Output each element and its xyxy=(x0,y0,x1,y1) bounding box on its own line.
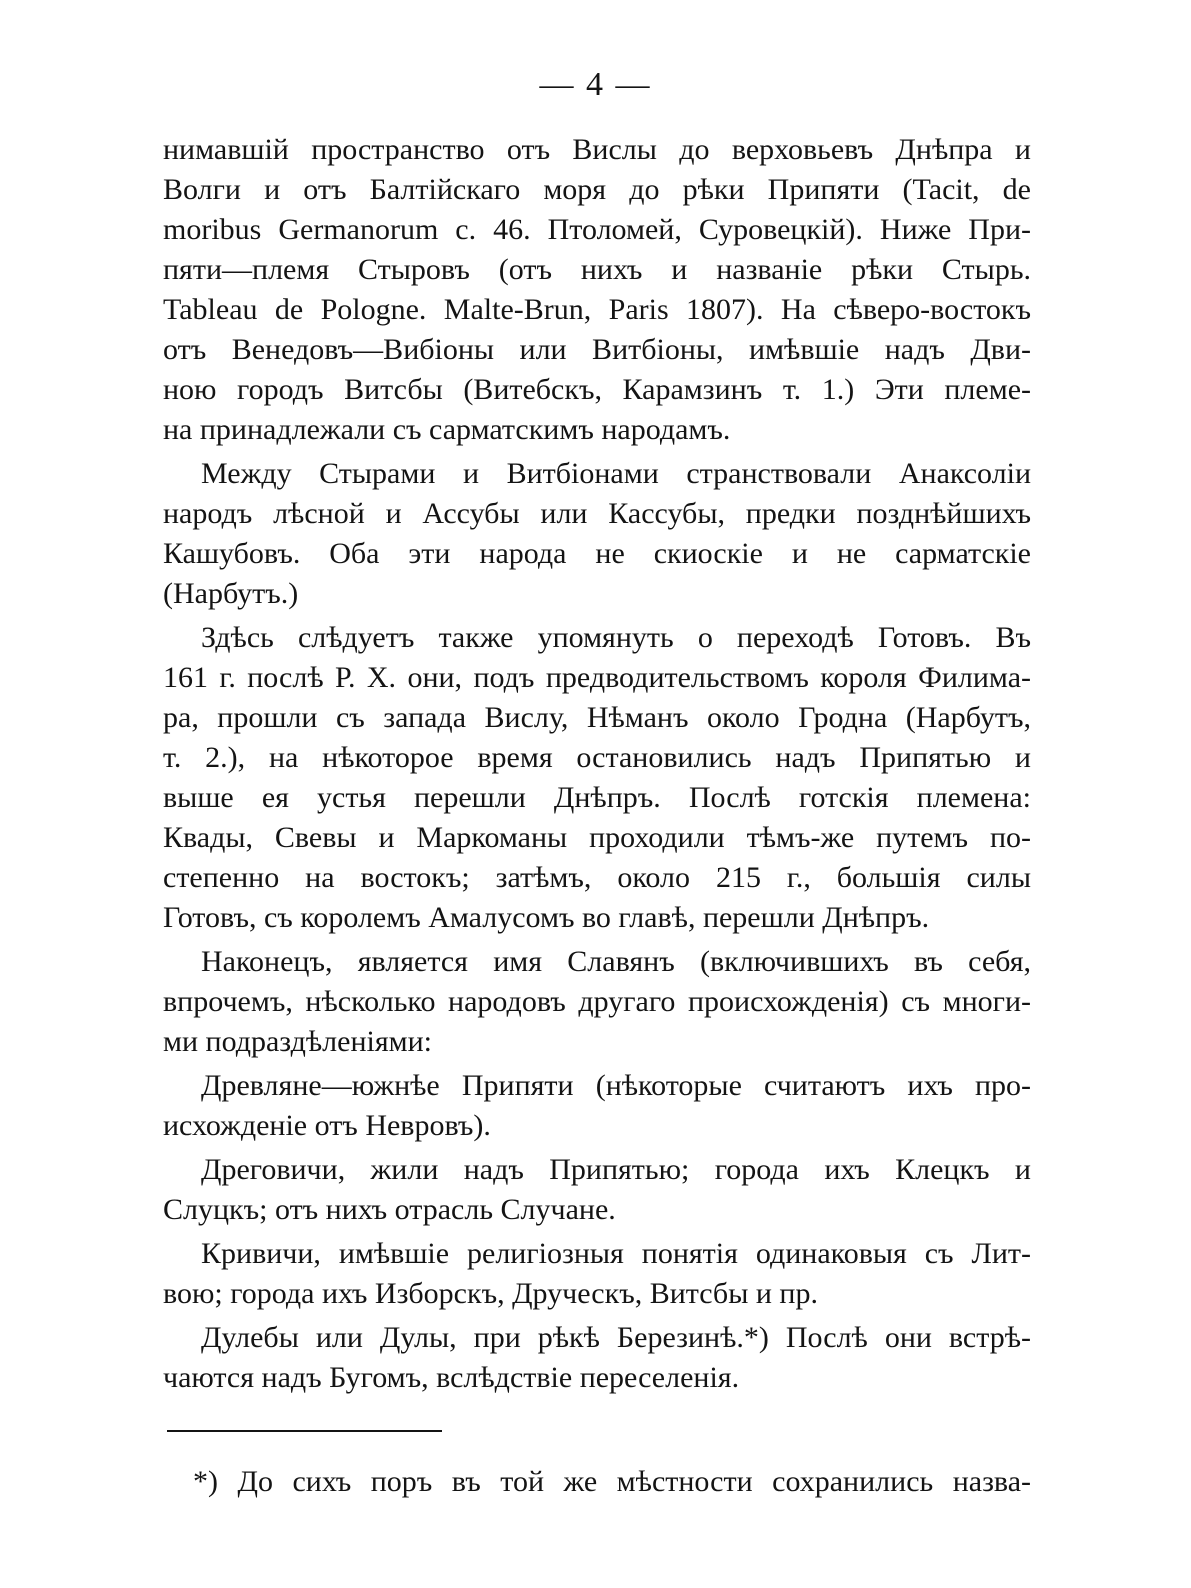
text-line: Дреговичи, жили надъ Припятью; города ихъ Клецкъ и xyxy=(201,1153,1031,1186)
text-line: Дулебы или Дулы, при рѣкѣ Березинѣ.*) Послѣ они встрѣ- xyxy=(201,1321,1031,1354)
paragraph xyxy=(163,1066,1031,1146)
text-line: ною городъ Витсбы (Витебскъ, Карамзинъ т. 1.) Эти племе- xyxy=(163,373,1031,406)
text-line: т. 2.), на нѣкоторое время остановились надъ Припятью и xyxy=(163,741,1031,774)
footnote-text: *) До сихъ поръ въ той же мѣстности сохранились назва- xyxy=(193,1465,1031,1498)
text-line: исхожденіе отъ Невровъ). xyxy=(163,1109,491,1142)
footnote-divider xyxy=(167,1430,442,1432)
paragraph xyxy=(163,942,1031,1062)
text-line: на принадлежали съ сарматскимъ народамъ. xyxy=(163,413,731,446)
text-line: Кашубовъ. Оба эти народа не скиоскіе и не сарматскіе xyxy=(163,537,1031,570)
paragraph xyxy=(163,618,1031,938)
text-line: впрочемъ, нѣсколько народовъ другаго происхожденія) съ многи- xyxy=(163,985,1031,1018)
text-line: нимавшій пространство отъ Вислы до верховьевъ Днѣпра и xyxy=(163,133,1031,166)
text-line: Готовъ, съ королемъ Амалусомъ во главѣ, перешли Днѣпръ. xyxy=(163,901,930,934)
text-line: Слуцкъ; отъ нихъ отрасль Случане. xyxy=(163,1193,616,1226)
paragraph xyxy=(163,130,1031,450)
text-line: Здѣсь слѣдуетъ также упомянуть о переходѣ Готовъ. Въ xyxy=(201,621,1031,654)
text-line: moribus Germanorum c. 46. Птоломей, Суровецкій). Ниже При- xyxy=(163,213,1031,246)
text-line: Кривичи, имѣвшіе религіозныя понятія одинаковыя съ Лит- xyxy=(201,1237,1031,1270)
paragraph xyxy=(163,454,1031,614)
text-line: Tableau de Pologne. Malte-Brun, Paris 1807). На сѣверо-востокъ xyxy=(163,293,1031,326)
text-line: Наконецъ, является имя Славянъ (включившихъ въ себя, xyxy=(201,945,1031,978)
text-line: Волги и отъ Балтійскаго моря до рѣки Припяти (Tacit, de xyxy=(163,173,1031,206)
paragraph xyxy=(163,1318,1031,1398)
text-line: степенно на востокъ; затѣмъ, около 215 г., большія силы xyxy=(163,861,1031,894)
text-line: отъ Венедовъ—Вибіоны или Витбіоны, имѣвшіе надъ Дви- xyxy=(163,333,1031,366)
text-line: пяти—племя Стыровъ (отъ нихъ и названіе рѣки Стырь. xyxy=(163,253,1031,286)
text-line: Древляне—южнѣе Припяти (нѣкоторые считаютъ ихъ про- xyxy=(201,1069,1031,1102)
text-line: выше ея устья перешли Днѣпръ. Послѣ готскія племена: xyxy=(163,781,1031,814)
text-line: народъ лѣсной и Ассубы или Кассубы, предки позднѣйшихъ xyxy=(163,497,1031,530)
text-line: Между Стырами и Витбіонами странствовали Анаксоліи xyxy=(201,457,1031,490)
main-text xyxy=(163,130,1031,1402)
paragraph xyxy=(163,1234,1031,1314)
page-number: — 4 — xyxy=(539,66,652,103)
text-line: ми подраздѣленіями: xyxy=(163,1025,433,1058)
text-line: вою; города ихъ Изборскъ, Друческъ, Витсбы и пр. xyxy=(163,1277,818,1310)
text-line: Квады, Свевы и Маркоманы проходили тѣмъ-же путемъ по- xyxy=(163,821,1031,854)
text-line: 161 г. послѣ Р. Х. они, подъ предводительствомъ короля Филима- xyxy=(163,661,1031,694)
paragraph xyxy=(163,1150,1031,1230)
text-line: чаются надъ Бугомъ, вслѣдствіе переселенія. xyxy=(163,1361,740,1394)
text-line: (Нарбутъ.) xyxy=(163,577,299,610)
text-line: ра, прошли съ запада Вислу, Нѣманъ около Гродна (Нарбутъ, xyxy=(163,701,1031,734)
